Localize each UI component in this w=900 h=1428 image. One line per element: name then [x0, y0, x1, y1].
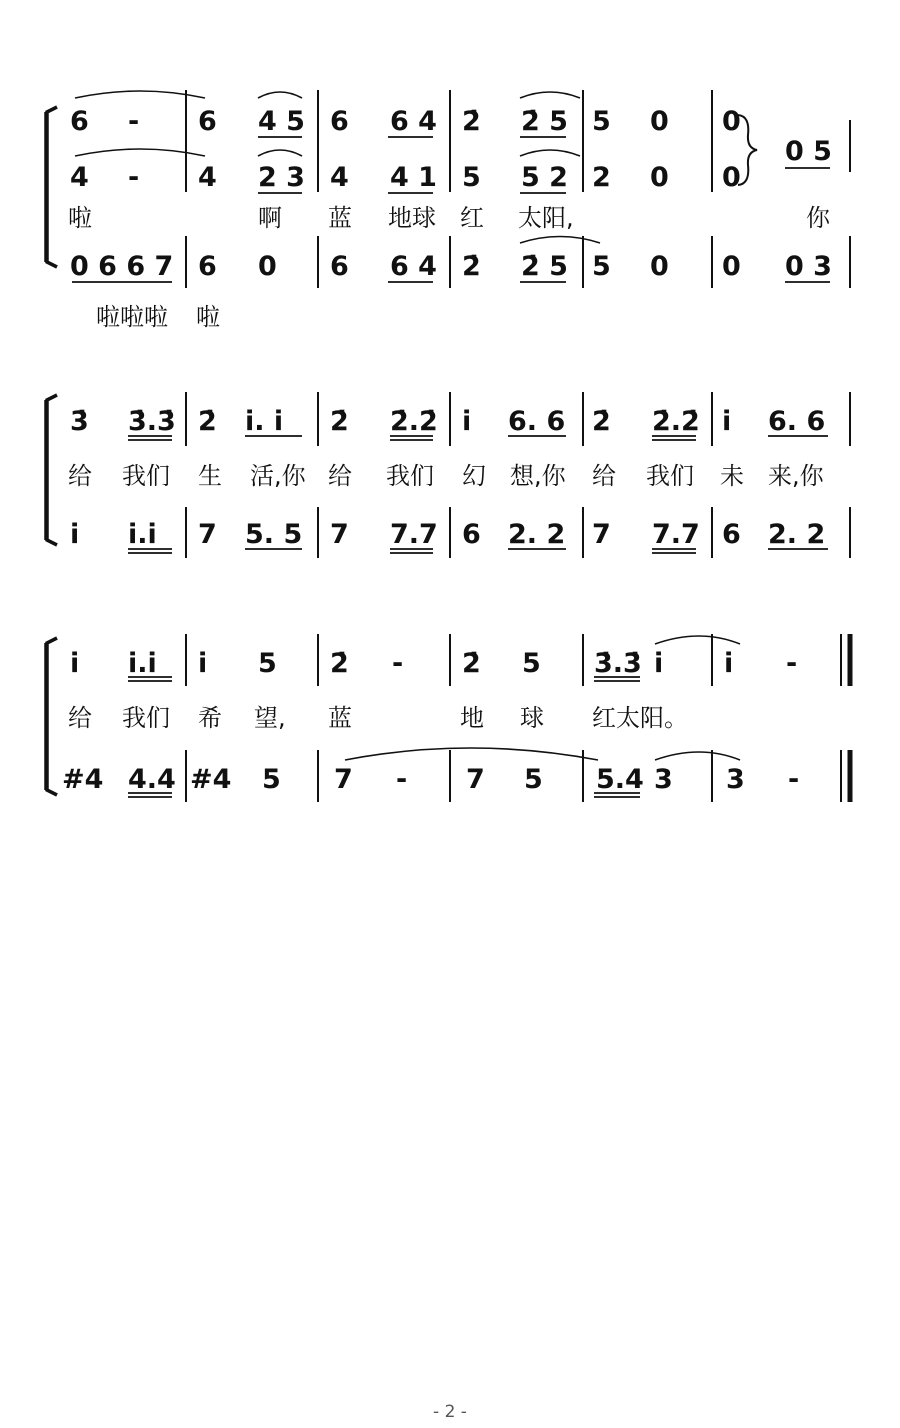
note: 6	[330, 251, 349, 282]
lyric: 地	[460, 704, 484, 732]
note: 0	[650, 106, 669, 137]
lyric: 我们	[122, 704, 170, 732]
note: i	[654, 648, 664, 679]
bar-lines	[186, 90, 850, 802]
system-brackets	[45, 107, 57, 795]
note: 2̇	[592, 406, 611, 437]
note: 5	[592, 106, 611, 137]
system-3-lyrics	[68, 704, 688, 732]
final-barlines	[841, 634, 850, 802]
lyric: 啦啦啦	[96, 303, 168, 331]
note: 0	[650, 162, 669, 193]
page-number: - 2 -	[433, 1402, 467, 1422]
lyric: 来,你	[768, 462, 824, 490]
note: 5	[262, 764, 281, 795]
note: i	[70, 648, 80, 679]
lyric: 蓝	[328, 704, 352, 732]
note: 2̇	[330, 648, 349, 679]
note: 5. 5	[245, 519, 303, 550]
note: #4	[62, 764, 104, 795]
note: i	[462, 406, 472, 437]
note: 0	[722, 162, 741, 193]
lyric: 啦	[196, 303, 220, 331]
note: 6 4	[390, 251, 437, 282]
note: 7	[330, 519, 349, 550]
note: 5	[522, 648, 541, 679]
note: 0	[722, 106, 741, 137]
note: 5	[462, 162, 481, 193]
note: 5	[524, 764, 543, 795]
note: 0 3	[785, 251, 832, 282]
note: 6	[722, 519, 741, 550]
lyric: 未	[720, 462, 744, 490]
note: 2̇	[198, 406, 217, 437]
note: i	[70, 519, 80, 550]
note: 7	[334, 764, 353, 795]
note: 6	[198, 251, 217, 282]
note: 0	[722, 251, 741, 282]
note: 0	[650, 251, 669, 282]
note: 3̇	[70, 406, 89, 437]
note: 2. 2	[508, 519, 566, 550]
lyric: 红太阳。	[592, 704, 688, 732]
note: 0 6 6 7	[70, 251, 174, 282]
note-aside: 0 5	[785, 136, 832, 167]
note: 4 1	[390, 162, 437, 193]
lyric: 希	[198, 704, 222, 732]
note: -	[128, 106, 140, 137]
note: 5 2	[521, 162, 568, 193]
system-3-upper-voice	[70, 648, 797, 679]
note: 2̇ 5	[521, 251, 568, 282]
note: 3̇.3̇	[594, 648, 642, 679]
lyric: 想,你	[510, 462, 566, 490]
system-2-lyrics	[68, 462, 825, 490]
note: 7	[592, 519, 611, 550]
note: 7.7	[652, 519, 700, 550]
note: 6	[462, 519, 481, 550]
note: 5.4	[596, 764, 644, 795]
note: 2̇	[462, 251, 481, 282]
lyric: 望,	[254, 704, 286, 732]
lyric: 我们	[646, 462, 694, 490]
note: 2̇	[330, 406, 349, 437]
note: 5	[258, 648, 277, 679]
note: 7	[198, 519, 217, 550]
note: 2̇ 5	[521, 106, 568, 137]
note: i.i	[128, 519, 157, 550]
note: 3	[726, 764, 745, 795]
note: 4	[330, 162, 349, 193]
lyric: 给	[68, 704, 92, 732]
lyric: 球	[520, 704, 544, 732]
lyric: 啦	[68, 204, 92, 232]
lyric: 活,你	[250, 462, 306, 490]
note: 7	[466, 764, 485, 795]
lyric: 给	[328, 462, 352, 490]
note: 3	[654, 764, 673, 795]
note: 4.4	[128, 764, 176, 795]
note: 4	[70, 162, 89, 193]
note: 6	[70, 106, 89, 137]
voice-brace	[738, 115, 757, 185]
lyric: 地球	[388, 204, 436, 232]
lyric: 给	[592, 462, 616, 490]
note: 2. 2	[768, 519, 826, 550]
note: -	[786, 648, 798, 679]
lyric: 我们	[386, 462, 434, 490]
lyric: 给	[68, 462, 92, 490]
note: -	[396, 764, 408, 795]
lyric: 你	[806, 204, 830, 232]
lyric: 红	[460, 204, 484, 232]
lyric: 幻	[462, 462, 486, 490]
note: 4	[198, 162, 217, 193]
system-1-voice-1	[70, 106, 741, 137]
note: 6	[198, 106, 217, 137]
note: 2̇	[462, 106, 481, 137]
note: -	[128, 162, 140, 193]
note: 6. 6	[508, 406, 566, 437]
note: i.i	[128, 648, 157, 679]
note: i	[724, 648, 734, 679]
note: 7.7	[390, 519, 438, 550]
note: #4	[190, 764, 232, 795]
system-1-lyrics	[68, 204, 831, 232]
note: -	[788, 764, 800, 795]
note: 2 3	[258, 162, 305, 193]
lyric: 蓝	[328, 204, 352, 232]
note: 5	[592, 251, 611, 282]
note: i	[722, 406, 732, 437]
lyric: 我们	[122, 462, 170, 490]
note: 6. 6	[768, 406, 826, 437]
note: 4 5	[258, 106, 305, 137]
note: -	[392, 648, 404, 679]
system-3-lower-voice	[62, 764, 799, 795]
lyric: 太阳,	[518, 204, 574, 232]
note: i. i	[245, 406, 284, 437]
lyric: 生	[198, 462, 222, 490]
note: 0	[258, 251, 277, 282]
system-1-lower-lyrics	[96, 303, 220, 331]
note: 3̇.3̇	[128, 406, 176, 437]
note: 6 4	[390, 106, 437, 137]
note: 2	[592, 162, 611, 193]
note: 2̇	[462, 648, 481, 679]
note: 6	[330, 106, 349, 137]
note: 2̇.2̇	[652, 406, 700, 437]
note: 2̇.2̇	[390, 406, 438, 437]
note: i	[198, 648, 208, 679]
lyric: 啊	[258, 204, 282, 232]
